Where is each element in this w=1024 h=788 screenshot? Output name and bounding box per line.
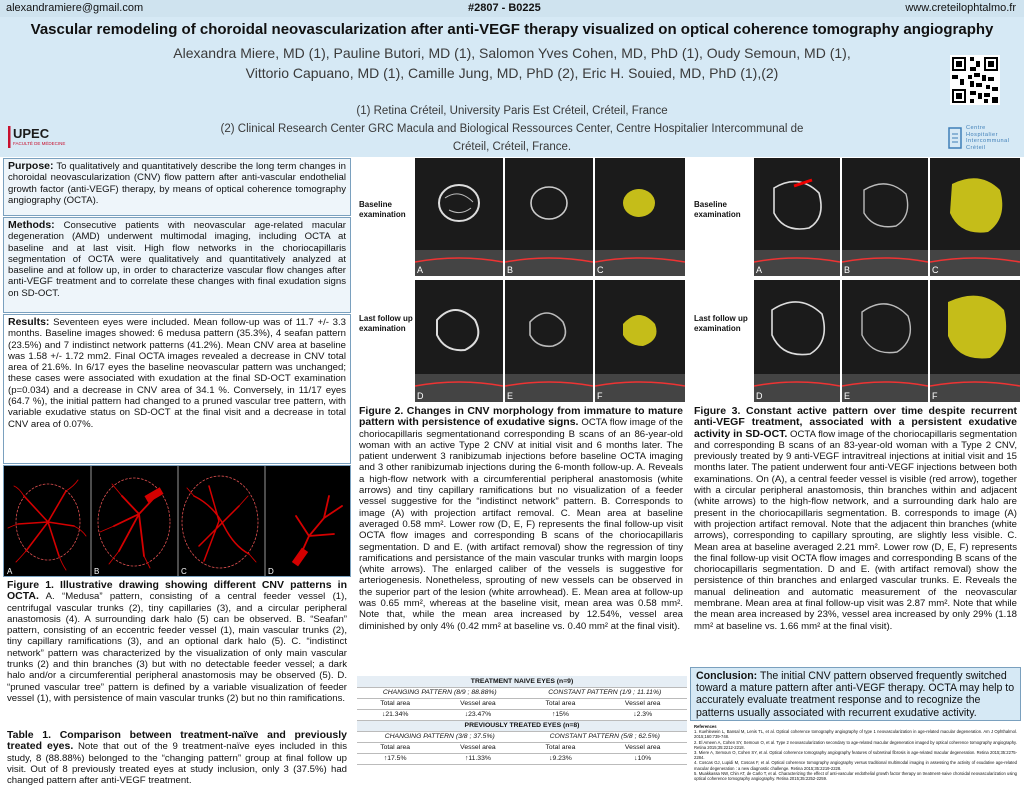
octa-image-icon	[842, 158, 928, 276]
octa-image-icon	[505, 280, 593, 402]
authors-line-1: Alexandra Miere, MD (1), Pauline Butori, MD (1), Salomon Yves Cohen, MD, PhD (1), Oudy Semoun, MD (1),	[173, 45, 851, 61]
figure-1-caption	[3, 578, 351, 728]
figure-1-caption-title: Figure 1. Illustrative drawing showing different CNV patterns in OCTA.	[7, 579, 347, 603]
fig2-octa-image-b	[505, 158, 593, 276]
figure-1-drawing	[3, 465, 351, 577]
figure-2-caption-text: OCTA flow image of the choriocapillaris segmentationand corresponding B scans of an 86-year-old woman with an active Type 2 CNV at initial visit and 6 months later. The patient underwent 3 ranibizumab injections before baseline OCTA imaging and 3 other ranibizumab injections during the 6-month follow-up. A. Reveals a high-flow network with a circumferential peripheral anastomosis (white arrows) and tiny capillary ramifications but no visualization of a feeder vessel suggestive for the “indistinct network” pattern. B. Corresponds to image (A) with projection artifact removal. C. Mean area at baseline averaged 0.58 mm². Lower row (D, E, F) represents the final follow-up visit OCTA flow images and corresponding B scans of the choriocapillaris segmentation. D and E. (with artifact removal) show the regression of tiny ramifications and persistance of the main vascular trunks with margin loops (white arrows). The enlarged caliber of the vessels is suggestive for arteriogenesis. Nonetheless, sprouting of new vessels can be observed in the superior part of the lesion (white arrowhead). E. Mean area at follow-up was 0.65 mm², whereas at the baseline visit, mean area was 0.58 mm². Note that, while the mean area increased by 12.54%, vessel area diminished by only 4% (0.42 mm² at baseline vs. 0.40 mm² at the final visit).	[359, 417, 683, 632]
fig3-octa-image-f	[930, 280, 1020, 402]
octa-image-icon	[595, 280, 685, 402]
figure-3-caption-text: OCTA flow image of the choriocapillaris segmentation and corresponding B scans of an 83-year-old woman with a Type 2 CNV, previously treated by 9 anti-VEGF intravitreal injections at initial visit and 15 months later. The patient underwent four anti-VEGF injections between both examinations. On (A), a central feeder vessel is visible (red arrow), together with a circular peripheral anastomosis, thin branches within and adjacent (white arrows) to the high-flow network, and a surrounding dark halo are present in the choriocapillaris segmentation. B. corresponds to image (A) with projection artifact removal. Note that the adjacent thin branches (white arrows), corresponding to capillary sprouting, are slightly less visible. C. Mean area at baseline averaged 2.21 mm². Lower row (D, E, F) represents the final follow-up visit OCTA flow images and corresponding B scans of the choriocapillaris segmentation. D and E. (with artifact removal) show the persistence of thin branches and enlarged vascular trunks. E. Reveals the manual delineation and automatic measurement of the neovascular membrane. Mean area at final follow-up visit was 2.87 mm². Note that while the mean area increased by 23%, vessel area increased by only 29% (1.18 mm² at baseline vs. 1.66 mm² at the final visit).	[694, 428, 1018, 632]
figure-3-images	[690, 158, 1021, 403]
conclusion-text: The initial CNV pattern observed frequently switched toward a mature pattern after anti-VEGF therapy. OCTA may help to accurately evaluate treatment response and to recognize the patterns usually associated with recurrent exudative activity.	[696, 670, 1015, 719]
octa-image-icon	[415, 280, 503, 402]
figure-3-caption	[690, 404, 1021, 666]
table-cell: ↑11.33%	[433, 753, 522, 764]
table-treated-title: PREVIOUSLY TREATED EYES (n=8)	[357, 720, 687, 731]
reference-item: 5. Muakkassa NW, Chin AT, de Carlo T, et al. Characterizing the effect of anti-vascular endothelial growth factor therapy on treatment-naive choroidal neovascularization using optical coherence tomography angiography. Retina 2015;35:2252-2259.	[694, 770, 1017, 782]
fig2-octa-image-c	[595, 158, 685, 276]
methods-text: Consecutive patients with neovascular age-related macular degeneration (AMD) underwent multimodal imaging, including OCTA at baseline and at last visit. High flow networks in the choriocapillaris segmentation of OCTA were qualitatively and quantitatively analyzed at baseline and at follow up, in order to characterize vascular flow changes after anti-VEGF treatment and to correlate these changes with final exudation signs on SD-OCT.	[8, 220, 347, 299]
fig2-octa-image-d	[415, 280, 503, 402]
fig3-panel-label-b: B	[844, 265, 851, 275]
fig1-panel-label-b: B	[94, 567, 100, 576]
top-bar	[0, 0, 1024, 17]
poster-id: #2807 - B0225	[468, 2, 541, 14]
upec-logo-subtitle: FACULTÉ DE MÉDECINE	[13, 141, 66, 146]
reference-item: 2. El Ameen A, Cohen SY, Semoun O, et al. Type 2 neovascularization secondary to age-related macular degeneration imaged by optical coherence tomography angiography. Retina 2015;35:2212-2218.	[694, 739, 1017, 750]
fig3-row-label-baseline: Baseline examination	[694, 200, 741, 219]
fig3-row-label-followup: Last follow up examination	[694, 314, 748, 333]
fig3-octa-image-a	[754, 158, 840, 276]
fig2-panel-label-b: B	[507, 265, 514, 275]
table-treated-constant-header: CONSTANT PATTERN (5/8 ; 62.5%)	[523, 731, 687, 742]
octa-image-icon	[415, 158, 503, 276]
fig2-panel-label-f: F	[597, 391, 603, 401]
table-treated-changing-header: CHANGING PATTERN (3/8 ; 37.5%)	[357, 731, 523, 742]
table-1-caption-text: Note that out of the 9 treatment-naïve eyes included in this study, 8 (88.88%) belonged to the “changing pattern” group at final follow up visit. Out of 8 previously treated eyes at study inclusion, only 3 (37.5%) had changed pattern after anti-VEGF treatment.	[7, 741, 347, 787]
fig2-octa-image-a	[415, 158, 503, 276]
fig3-panel-label-d: D	[756, 391, 763, 401]
octa-image-icon	[595, 158, 685, 276]
upec-logo-text: UPEC	[13, 126, 50, 141]
table-col-header: Vessel area	[433, 742, 522, 753]
fig1-panel-label-c: C	[181, 567, 187, 576]
authors-line-2: Vittorio Capuano, MD (1), Camille Jung, MD, PhD (2), Eric H. Souied, MD, PhD (1),(2)	[245, 65, 779, 81]
table-col-header: Total area	[523, 742, 599, 753]
figure-1-caption-text: A. “Medusa” pattern, consisting of a central feeder vessel (1), centrifugal vascular trunks (2), tiny capillaries (3), and a circular peripheral anastomosis (4). A surrounding dark halo (5) can be observed. B. “Seafan” pattern, consisting of an eccentric feeder vessel (1), main vascular trunks (2), tiny capillary ramifications (3), and an optional dark halo (5). C. “indistinct network” pattern was characterized by the visualization of only main vascular trunks (2) and thin branches (3) but with no detectable feeder vessel; a dark halo and/or a circumferential peripheral anastomosis may be observed (5). D. “pruned vascular tree” pattern is defined by a variable visualization of feeder vessel (1), with persistence of main vascular trunks (2) but no thin ramifications.	[7, 591, 347, 704]
figure-2-images	[355, 158, 687, 403]
methods-section	[3, 217, 351, 313]
fig2-panel-label-d: D	[417, 391, 424, 401]
octa-image-icon	[754, 158, 840, 276]
table-cell: ↑15%	[523, 709, 599, 720]
table-cell: ↓2.3%	[598, 709, 687, 720]
fig2-panel-label-c: C	[597, 265, 604, 275]
fig2-panel-label-e: E	[507, 391, 514, 401]
fig1-panel-label-a: A	[7, 567, 13, 576]
fig2-octa-image-f	[595, 280, 685, 402]
results-text: Seventeen eyes were included. Mean follow-up was of 11.7 +/- 3.3 months. Baseline images showed: 6 medusa pattern (35.3%), 4 seafan pattern (23.5%) and 7 indistinct network patterns (41.2%). Mean CNV area at baseline was 1.58 +/- 1.72 mm2. Final OCTA images revealed a decrease in CNV total area of 21.6%. In 6/17 eyes the baseline neovascular pattern was unchanged; these cases were associated with exudation at the final SD-OCT examination (p=0.034) and a decrease in CNV area of 34.1 %. Conversely, in 11/17 eyes (64.7 %), the initial pattern had changed to a pruned vascular tree pattern, with variable exudative status on SD-OCT at the final visit and a decrease in total CNV area of 0.07%.	[8, 317, 346, 430]
purpose-text: To qualitatively and quantitatively describe the long term changes in choroidal neovascularization (CNV) flow pattern after anti-vascular endothelial growth factor (anti-VEGF) therapy, by means of optical coherence tomography angiography (OCTA).	[8, 161, 347, 206]
octa-image-icon	[842, 280, 928, 402]
fig2-row-label-followup: Last follow up examination	[359, 314, 413, 333]
conclusion-section	[690, 667, 1021, 721]
reference-item: 1. Kuehlewein L, Bansal M, Lenis TL, et al. Optical coherence tomography angiography of type 1 neovascularization in age-related macular degeneration. Am J Ophthalmol. 2015;160:739-748.	[694, 729, 1017, 740]
fig3-octa-image-e	[842, 280, 928, 402]
affiliation-2: (2) Clinical Research Center GRC Macula and Biological Ressources Center, Centre Hospitalier Intercommunal de	[220, 123, 804, 135]
fig3-octa-image-d	[754, 280, 840, 402]
methods-heading: Methods:	[8, 219, 55, 231]
table-col-header: Vessel area	[433, 698, 522, 709]
fig2-row-label-baseline: Baseline examination	[359, 200, 406, 219]
octa-image-icon	[505, 158, 593, 276]
chic-logo	[946, 124, 1020, 154]
table-naive-title: TREATMENT NAIVE EYES (n=9)	[357, 676, 687, 687]
purpose-section	[3, 158, 351, 216]
table-cell: ↓21.34%	[357, 709, 433, 720]
affiliations	[140, 102, 884, 156]
fig3-panel-label-f: F	[932, 391, 938, 401]
chic-logo-text: Centre Hospitalier Intercommunal Créteil	[966, 125, 1010, 151]
table-col-header: Total area	[523, 698, 599, 709]
table-cell: ↓23.47%	[433, 709, 522, 720]
fig2-octa-image-e	[505, 280, 593, 402]
table-cell: ↓9.23%	[523, 753, 599, 764]
table-1-caption	[3, 728, 351, 788]
qr-code-icon[interactable]	[950, 55, 1000, 105]
poster-title: Vascular remodeling of choroidal neovascularization after anti-VEGF therapy visualized on optical coherence tomography angiography	[30, 21, 994, 38]
affiliation-1: (1) Retina Créteil, University Paris Est Créteil, Créteil, France	[356, 105, 668, 117]
results-section	[3, 314, 351, 464]
table-naive-constant-header: CONSTANT PATTERN (1/9 ; 11.11%)	[523, 687, 687, 698]
table-col-header: Total area	[357, 742, 433, 753]
octa-image-icon	[930, 158, 1020, 276]
table-col-header: Vessel area	[598, 698, 687, 709]
affiliation-3: Créteil, Créteil, France.	[452, 141, 572, 153]
cnv-pattern-illustration	[4, 466, 351, 577]
comparison-table	[357, 676, 687, 765]
figure-2-caption-title: Figure 2. Changes in CNV morphology from immature to mature pattern with persistence of exudative signs.	[359, 405, 683, 429]
author-list	[90, 43, 934, 83]
fig2-panel-label-a: A	[417, 265, 424, 275]
website-link[interactable]: www.creteilophtalmo.fr	[905, 2, 1016, 14]
octa-image-icon	[930, 280, 1020, 402]
table-naive-changing-header: CHANGING PATTERN (8/9 ; 88.88%)	[357, 687, 523, 698]
results-heading: Results:	[8, 316, 50, 328]
figure-2-caption	[355, 404, 687, 674]
references-heading: References	[694, 724, 717, 729]
table-cell: ↓10%	[598, 753, 687, 764]
fig3-octa-image-b	[842, 158, 928, 276]
references-section	[690, 722, 1021, 788]
table-col-header: Total area	[357, 698, 433, 709]
fig3-panel-label-c: C	[932, 265, 939, 275]
fig3-panel-label-a: A	[756, 265, 763, 275]
reference-item: 4. Coscas GJ, Lupidi M, Coscas F, et al. Optical coherence tomography angiography versus traditional multimodal imaging in assessing the activity of exudative age-related macular degeneration : a new diagnostic challenge. Retina 2015;35:2219-2228.	[694, 760, 1017, 771]
contact-email[interactable]: alexandramiere@gmail.com	[6, 2, 144, 14]
fig1-panel-label-d: D	[268, 567, 274, 576]
fig3-octa-image-c	[930, 158, 1020, 276]
fig3-panel-label-e: E	[844, 391, 851, 401]
purpose-heading: Purpose:	[8, 160, 54, 172]
figure-3-caption-title: Figure 3. Constant active pattern over time despite recurrent anti-VEGF treatment, associated with a persistent exudative activity in SD-OCT.	[694, 405, 1017, 440]
table-col-header: Vessel area	[598, 742, 687, 753]
reference-item: 3. Miere A, Semoun O, Cohen SY, et al. Optical coherence tomography angiography features of subretinal fibrosis in age-related macular degeneration. Retina 2015;35:2275-2284.	[694, 750, 1017, 761]
conclusion-heading: Conclusion:	[696, 670, 758, 682]
chic-logo-mark	[946, 124, 964, 152]
table-cell: ↑17.5%	[357, 753, 433, 764]
table-1-caption-title: Table 1. Comparison between treatment-naïve and previously treated eyes.	[7, 729, 347, 753]
octa-image-icon	[754, 280, 840, 402]
upec-logo	[8, 124, 78, 152]
